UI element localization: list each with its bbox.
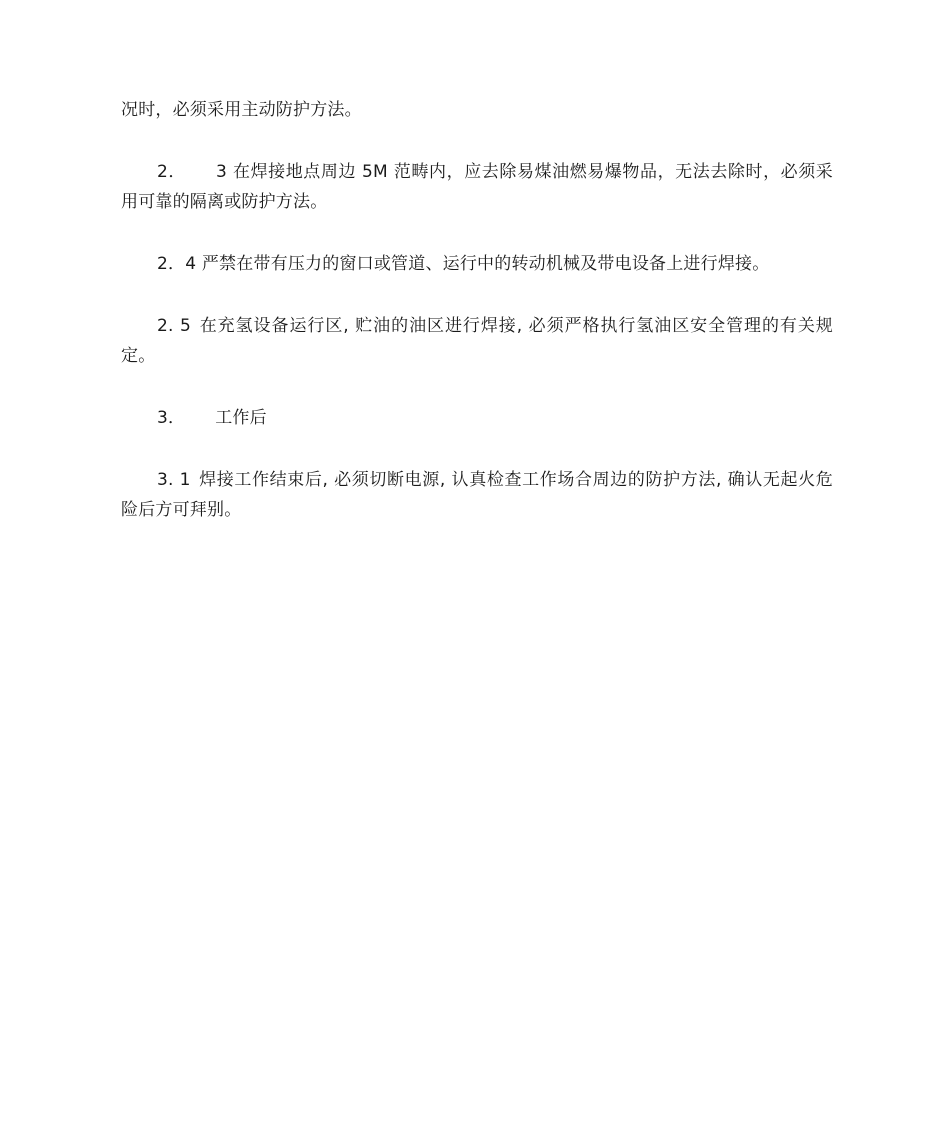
section-title: 工作后 <box>215 408 267 428</box>
paragraph-text: 在充氢设备运行区, 贮油的油区进行焊接, 必须严格执行氢油区安全管理的有关规定。 <box>121 316 833 366</box>
section-heading-3 <box>121 403 833 433</box>
paragraph-text: 况时，必须采用主动防护方法。 <box>121 100 362 120</box>
paragraph-number: 3. 1 <box>157 470 191 490</box>
paragraph-text: 3 在焊接地点周边 5M 范畴内，应去除易煤油燃易爆物品，无法去除时，必须采用可靠的隔离或防护方法。 <box>121 162 834 212</box>
paragraph-number: 2． <box>157 254 186 274</box>
paragraph-number: 2． <box>157 162 186 182</box>
paragraph-continued <box>121 95 833 125</box>
paragraph-2-5 <box>121 311 833 371</box>
paragraph-2-3 <box>121 157 833 217</box>
paragraph-text: 焊接工作结束后, 必须切断电源, 认真检查工作场合周边的防护方法, 确认无起火危险后方可拜别。 <box>121 470 833 520</box>
paragraph-2-4 <box>121 249 833 279</box>
paragraph-3-1 <box>121 465 833 525</box>
paragraph-text: 4 严禁在带有压力的窗口或管道、运行中的转动机械及带电设备上进行焊接。 <box>185 254 770 274</box>
paragraph-number: 3． <box>157 408 186 428</box>
paragraph-number: 2. 5 <box>157 316 191 336</box>
document-body <box>121 95 833 557</box>
